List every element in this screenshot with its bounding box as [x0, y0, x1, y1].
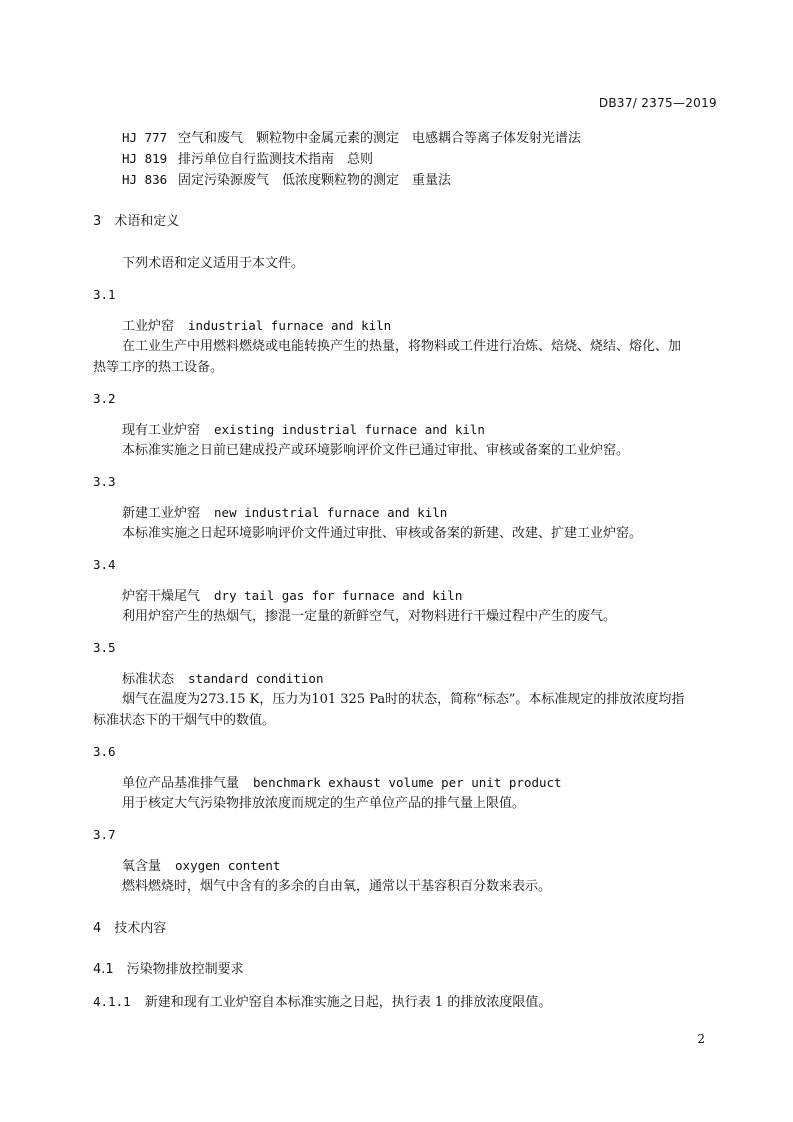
term-number: 3.7 — [93, 827, 116, 842]
reference-title: 空气和废气 颗粒物中金属元素的测定 电感耦合等离子体发射光谱法 — [178, 131, 582, 146]
document-code-header: DB37/ 2375—2019 — [598, 96, 717, 110]
section-3-title: 3 术语和定义 — [93, 214, 180, 229]
term-heading — [122, 775, 562, 792]
term-definition: 烟气在温度为273.15 K，压力为101 325 Pa时的状态，简称“标态”。本标准规定的排放浓度均指 — [122, 692, 685, 707]
term-zh: 工业炉窑 — [122, 319, 175, 334]
reference-item — [122, 172, 451, 189]
reference-code: HJ 777 — [122, 130, 168, 145]
term-en: benchmark exhaust volume per unit product — [253, 775, 562, 790]
subsection-4-1-title: 4.1 污染物排放控制要求 — [93, 962, 244, 977]
reference-code: HJ 836 — [122, 172, 168, 187]
term-zh: 炉窑干燥尾气 — [122, 589, 201, 604]
term-heading — [122, 422, 485, 439]
term-zh: 标准状态 — [122, 672, 175, 687]
clause-number: 4.1.1 — [93, 994, 131, 1009]
reference-title: 固定污染源废气 低浓度颗粒物的测定 重量法 — [178, 173, 452, 188]
term-definition-continued: 热等工序的热工设备。 — [93, 360, 224, 375]
term-number: 3.6 — [93, 744, 116, 759]
term-heading — [122, 671, 323, 688]
clause-4-1-1 — [93, 994, 551, 1011]
reference-item — [122, 130, 581, 147]
term-definition: 在工业生产中用燃料燃烧或电能转换产生的热量，将物料或工件进行冶炼、焙烧、烧结、熔化、加 — [122, 339, 682, 354]
term-en: industrial furnace and kiln — [188, 318, 392, 333]
section-4-title: 4 技术内容 — [93, 921, 167, 936]
reference-code: HJ 819 — [122, 151, 168, 166]
term-heading — [122, 588, 462, 605]
term-number: 3.3 — [93, 474, 116, 489]
term-number: 3.2 — [93, 391, 116, 406]
term-heading — [122, 858, 280, 875]
term-zh: 单位产品基准排气量 — [122, 776, 240, 791]
reference-title: 排污单位自行监测技术指南 总则 — [178, 152, 374, 167]
term-zh: 现有工业炉窑 — [122, 423, 201, 438]
term-zh: 氧含量 — [122, 859, 162, 874]
clause-text: 新建和现有工业炉窑自本标准实施之日起，执行表 1 的排放浓度限值。 — [144, 995, 552, 1010]
term-number: 3.5 — [93, 640, 116, 655]
term-number: 3.4 — [93, 557, 116, 572]
page-number: 2 — [697, 1032, 705, 1046]
term-definition: 用于核定大气污染物排放浓度而规定的生产单位产品的排气量上限值。 — [122, 796, 526, 811]
section-3-intro: 下列术语和定义适用于本文件。 — [122, 256, 305, 271]
term-definition: 本标准实施之日起环境影响评价文件通过审批、审核或备案的新建、改建、扩建工业炉窑。 — [122, 526, 643, 541]
reference-item — [122, 151, 373, 168]
term-heading — [122, 318, 391, 335]
term-number: 3.1 — [93, 287, 116, 302]
term-en: dry tail gas for furnace and kiln — [214, 588, 463, 603]
term-en: existing industrial furnace and kiln — [214, 422, 485, 437]
term-definition: 燃料燃烧时，烟气中含有的多余的自由氧，通常以干基容积百分数来表示。 — [122, 879, 552, 894]
term-definition: 利用炉窑产生的热烟气，掺混一定量的新鲜空气，对物料进行干燥过程中产生的废气。 — [122, 609, 617, 624]
term-en: new industrial furnace and kiln — [214, 505, 448, 520]
term-heading — [122, 505, 447, 522]
term-zh: 新建工业炉窑 — [122, 506, 201, 521]
term-en: standard condition — [188, 671, 324, 686]
term-definition-continued: 标准状态下的干烟气中的数值。 — [93, 713, 276, 728]
term-definition: 本标准实施之日前已建成投产或环境影响评价文件已通过审批、审核或备案的工业炉窑。 — [122, 443, 630, 458]
term-en: oxygen content — [175, 858, 281, 873]
